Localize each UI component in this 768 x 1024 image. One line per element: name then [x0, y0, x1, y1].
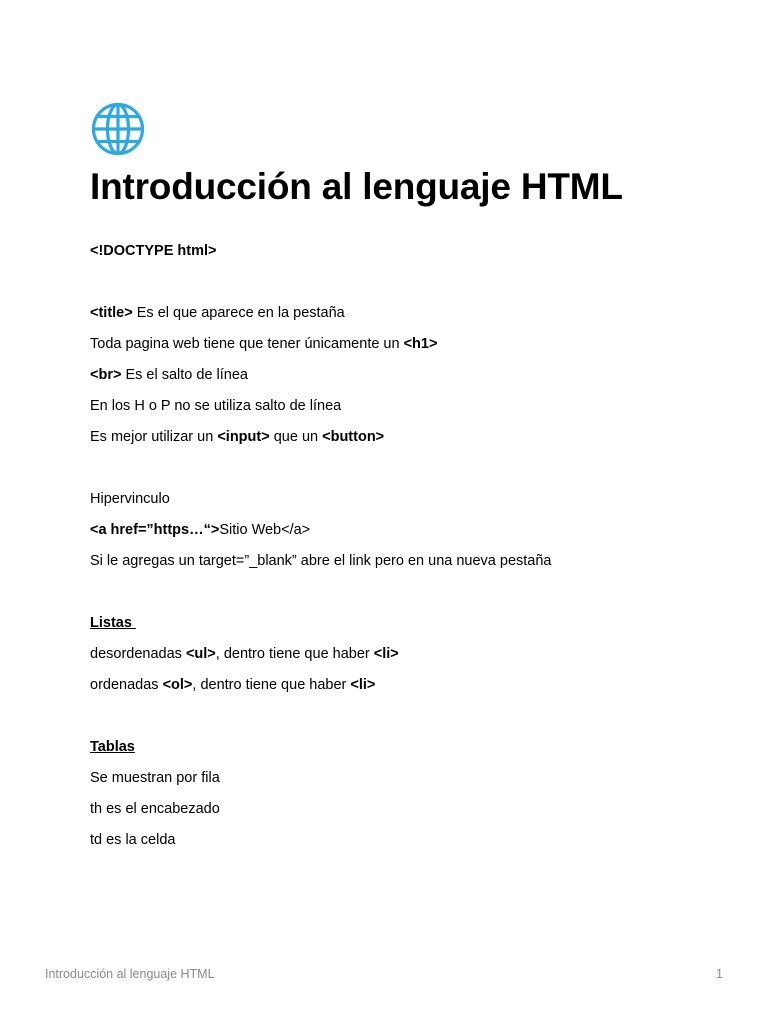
ol-line: [90, 675, 375, 695]
line-text: Toda pagina web tiene que tener únicamente un: [90, 336, 404, 352]
line-text: td es la celda: [90, 832, 176, 848]
line-text: Hipervinculo: [90, 491, 170, 507]
line-text: Es mejor utilizar un: [90, 429, 218, 445]
a-href-line: [90, 520, 310, 540]
code-tag: <h1>: [403, 336, 438, 352]
code-tag: <li>: [350, 677, 376, 693]
line-text: En los H o P no se utiliza salto de línea: [90, 398, 342, 414]
th-line: [90, 799, 220, 819]
line-text: Si le agregas un target=”_blank” abre el link pero en una nueva pestaña: [90, 553, 552, 569]
tablas-heading: [90, 737, 135, 757]
target-line: [90, 551, 552, 571]
line-text: desordenadas: [90, 646, 186, 662]
section-heading: Listas: [90, 615, 136, 631]
line-text: que un: [269, 429, 323, 445]
line-text: ordenadas: [90, 677, 163, 693]
listas-heading: [90, 613, 136, 633]
line-text: Sitio Web</a>: [219, 522, 311, 538]
fila-line: [90, 768, 220, 788]
td-line: [90, 830, 175, 850]
code-tag: <br>: [90, 367, 122, 383]
code-tag: <title>: [90, 305, 133, 321]
page-title: Introducción al lenguaje HTML: [90, 166, 623, 207]
code-tag: <button>: [322, 429, 385, 445]
section-heading: Tablas: [90, 739, 135, 755]
line-text: Se muestran por fila: [90, 770, 220, 786]
input-line: [90, 427, 384, 447]
line-text: Es el que aparece en la pestaña: [132, 305, 345, 321]
line-text: th es el encabezado: [90, 801, 220, 817]
page-number: 1: [716, 967, 723, 981]
code-tag: <ul>: [185, 646, 216, 662]
line-text: , dentro tiene que haber: [215, 646, 374, 662]
ul-line: [90, 644, 399, 664]
line-text: Es el salto de línea: [121, 367, 248, 383]
hipervinculo-line: [90, 489, 170, 509]
h1-line: [90, 334, 437, 354]
hp-line: [90, 396, 341, 416]
code-tag: <input>: [217, 429, 270, 445]
line-text: , dentro tiene que haber: [192, 677, 351, 693]
code-tag: <a href=”https…“>: [90, 522, 220, 538]
doctype-tag: <!DOCTYPE html>: [90, 243, 217, 259]
title-tag-line: [90, 303, 345, 323]
doctype-line: [90, 241, 217, 261]
br-line: [90, 365, 248, 385]
code-tag: <li>: [373, 646, 399, 662]
code-tag: <ol>: [162, 677, 193, 693]
globe-icon: [90, 101, 146, 157]
footer-title: Introducción al lenguaje HTML: [45, 967, 215, 981]
